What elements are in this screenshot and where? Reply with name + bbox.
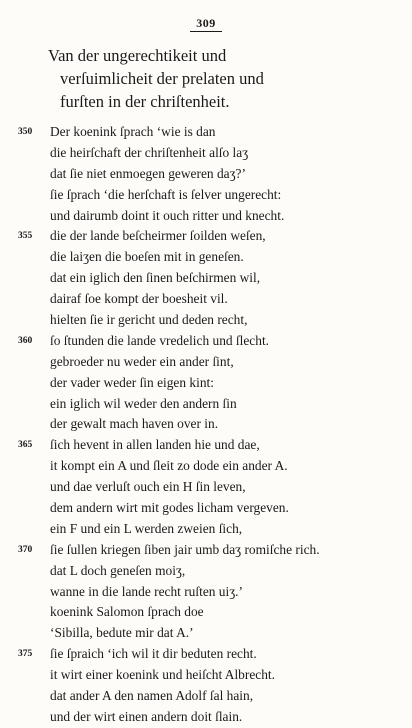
verse-text: und dairumb doint it ouch ritter und knecht. <box>50 207 285 223</box>
verse-text: und dae verluſt ouch ein H ſin leven, <box>50 479 246 495</box>
verse-line <box>0 373 412 394</box>
verse-text: dem andern wirt mit godes licham vergeven. <box>50 500 289 516</box>
line-number: 375 <box>18 649 33 660</box>
verse-line <box>0 185 412 206</box>
verse-text: hielten ſie ir gericht und deden recht, <box>50 312 248 328</box>
verse-text: dat ander A den namen Adolf ſal hain, <box>50 688 254 704</box>
verse-line <box>0 707 412 728</box>
verse-line <box>0 582 412 603</box>
verse-line <box>0 644 412 665</box>
verse-text: die der lande beſcheirmer ſoilden weſen, <box>50 228 266 244</box>
verse-line <box>0 561 412 582</box>
title-line: Van der ungerechtikeit und <box>48 46 227 65</box>
verse-line <box>0 289 412 310</box>
verse-line <box>0 477 412 498</box>
verse-line <box>0 331 412 352</box>
verse-line <box>0 310 412 331</box>
verse-text: ein F und ein L werden zweien ſich, <box>50 520 243 536</box>
verse-line <box>0 226 412 247</box>
verse-text: it wirt einer koenink und heiſcht Albrecht. <box>50 667 275 683</box>
verse-body <box>0 122 412 728</box>
verse-text: ‘Sibilla, bedute mir dat A.’ <box>50 625 194 641</box>
verse-text: ſie ſprach ‘die herſchaft is ſelver ungerecht: <box>50 186 282 202</box>
verse-line <box>0 540 412 561</box>
verse-text: ein iglich wil weder den andern ſin <box>50 395 237 411</box>
verse-text: wanne in die lande recht ruſten uiʒ.’ <box>50 583 243 599</box>
verse-text: ſie ſullen kriegen ſiben jair umb daʒ romiſche rich. <box>50 541 320 557</box>
verse-line <box>0 394 412 415</box>
verse-text: ſich hevent in allen landen hie und dae, <box>50 437 260 453</box>
page-number: 309 <box>0 16 412 31</box>
line-number: 355 <box>18 231 33 242</box>
verse-line <box>0 435 412 456</box>
verse-text: die laiʒen die boeſen mit in geneſen. <box>50 249 244 265</box>
verse-line <box>0 206 412 227</box>
line-number: 370 <box>18 544 33 555</box>
verse-line <box>0 456 412 477</box>
verse-text: die heirſchaft der chriſtenheit alſo laʒ <box>50 144 249 160</box>
verse-text: koenink Salomon ſprach doe <box>50 604 204 620</box>
verse-line <box>0 247 412 268</box>
line-number: 360 <box>18 335 33 346</box>
verse-text: dat ein iglich den ſinen beſchirmen wil, <box>50 270 261 286</box>
line-number: 365 <box>18 440 33 451</box>
verse-line <box>0 498 412 519</box>
verse-text: dat ſie niet enmoegen geweren daʒ?’ <box>50 165 246 181</box>
verse-text: dat L doch geneſen moiʒ, <box>50 562 186 578</box>
verse-text: ſo ſtunden die lande vredelich und ſlecht. <box>50 332 270 348</box>
verse-line <box>0 164 412 185</box>
verse-text: ſie ſpraich ‘ich wil it dir beduten recht. <box>50 646 257 662</box>
verse-text: und der wirt einen andern doit ſlain. <box>50 708 243 724</box>
title-line: furſten in der chriſtenheit. <box>60 92 230 111</box>
verse-line <box>0 143 412 164</box>
verse-text: dairaf ſoe kompt der boesheit vil. <box>50 291 228 307</box>
verse-line <box>0 665 412 686</box>
chapter-title <box>48 44 368 113</box>
verse-text: it kompt ein A und ſleit zo dode ein ander A. <box>50 458 288 474</box>
verse-line <box>0 414 412 435</box>
verse-text: Der koenink ſprach ‘wie is dan <box>50 124 216 139</box>
verse-text: der gewalt mach haven over in. <box>50 416 219 432</box>
verse-line <box>0 623 412 644</box>
verse-line <box>0 519 412 540</box>
verse-text: gebroeder nu weder ein ander ſint, <box>50 353 234 369</box>
line-number: 350 <box>18 127 33 137</box>
verse-text: der vader weder ſin eigen kint: <box>50 374 214 390</box>
verse-line <box>0 268 412 289</box>
title-line: verſuimlicheit der prelaten und <box>60 69 264 88</box>
verse-line <box>0 122 412 143</box>
verse-line <box>0 602 412 623</box>
verse-line <box>0 686 412 707</box>
verse-line <box>0 352 412 373</box>
